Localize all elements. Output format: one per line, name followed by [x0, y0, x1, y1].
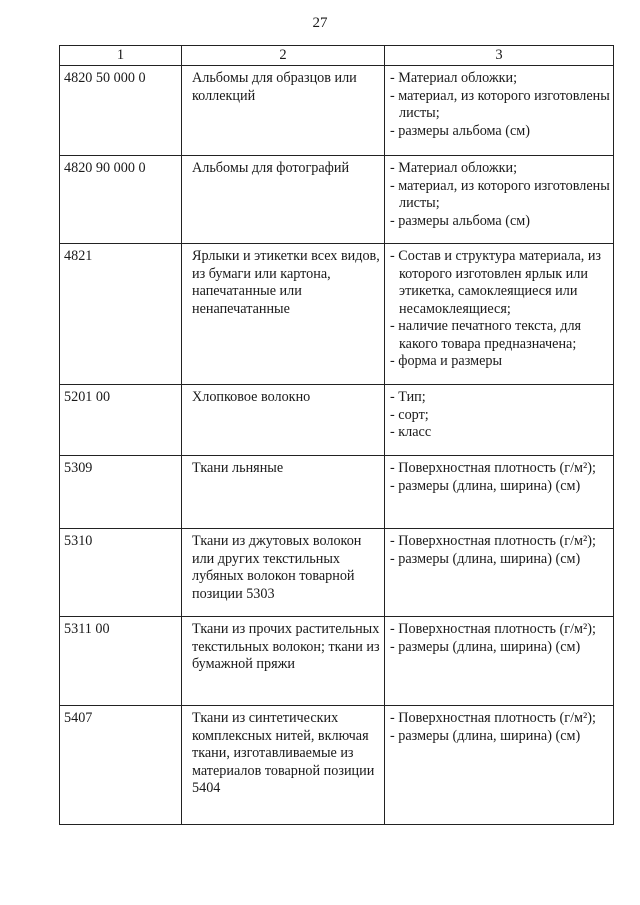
table-row [60, 244, 614, 385]
goods-description: Хлопковое волокно [182, 385, 385, 456]
attribute-item: - размеры альбома (см) [390, 122, 530, 139]
attributes-list [390, 160, 611, 230]
attributes-cell [385, 456, 614, 529]
goods-description: Ткани из синтетических комплексных нитей, включая ткани, изготавливаемые из материалов товарной позиции 5404 [182, 706, 385, 825]
attribute-item: - размеры (длина, ширина) (см) [390, 638, 581, 655]
attributes-list [390, 533, 611, 568]
attribute-item: - размеры (длина, ширина) (см) [390, 727, 581, 744]
attributes-cell [385, 529, 614, 617]
commodity-code: 5309 [60, 456, 182, 529]
attribute-item: - Материал обложки; [390, 160, 518, 176]
attribute-item: - Поверхностная плотность (г/м²); [390, 533, 596, 549]
commodity-code: 5407 [60, 706, 182, 825]
goods-description: Ткани из прочих растительных текстильных волокон; ткани из бумажной пряжи [182, 617, 385, 706]
attributes-cell [385, 706, 614, 825]
commodity-code: 5311 00 [60, 617, 182, 706]
attributes-list [390, 621, 611, 656]
attribute-item: - размеры (длина, ширина) (см) [390, 550, 581, 567]
attribute-item: - Поверхностная плотность (г/м²); [390, 460, 596, 476]
column-header: 2 [182, 46, 385, 66]
goods-description: Ярлыки и этикетки всех видов, из бумаги или картона, напечатанные или ненапечатанные [182, 244, 385, 385]
attributes-list [390, 460, 611, 495]
attributes-cell [385, 156, 614, 244]
attribute-item: - Состав и структура материала, из которого изготовлен ярлык или этикетка, самоклеящиеся или несамоклеящиеся; [390, 248, 602, 317]
commodity-code: 4820 90 000 0 [60, 156, 182, 244]
attribute-item: - Материал обложки; [390, 70, 518, 86]
column-header: 3 [385, 46, 614, 66]
attributes-cell [385, 244, 614, 385]
attribute-item: - сорт; [390, 406, 429, 423]
table-row [60, 706, 614, 825]
commodity-code: 4821 [60, 244, 182, 385]
table-header-row [60, 46, 614, 66]
attribute-item: - наличие печатного текста, для какого товара предназначена; [390, 318, 582, 352]
attributes-cell [385, 617, 614, 706]
page-number: 27 [312, 15, 328, 31]
attribute-item: - размеры (длина, ширина) (см) [390, 477, 581, 494]
table-row [60, 529, 614, 617]
column-header: 1 [60, 46, 182, 66]
attribute-item: - класс [390, 424, 432, 440]
goods-description: Ткани льняные [182, 456, 385, 529]
attribute-item: - форма и размеры [390, 353, 502, 369]
commodity-code: 5201 00 [60, 385, 182, 456]
goods-description: Ткани из джутовых волокон или других текстильных лубяных волокон товарной позиции 5303 [182, 529, 385, 617]
goods-description: Альбомы для образцов или коллекций [182, 66, 385, 156]
attribute-item: - Поверхностная плотность (г/м²); [390, 710, 596, 726]
goods-description: Альбомы для фотографий [182, 156, 385, 244]
table-row [60, 66, 614, 156]
table-row [60, 617, 614, 706]
commodity-code: 4820 50 000 0 [60, 66, 182, 156]
attribute-item: - Тип; [390, 389, 426, 405]
commodity-code: 5310 [60, 529, 182, 617]
table-row [60, 385, 614, 456]
table-row [60, 456, 614, 529]
table-row [60, 156, 614, 244]
attributes-cell [385, 385, 614, 456]
attributes-list [390, 70, 611, 140]
attribute-item: - материал, из которого изготовлены листы; [390, 87, 610, 121]
attribute-item: - материал, из которого изготовлены листы; [390, 177, 610, 211]
goods-table [59, 45, 614, 825]
attribute-item: - размеры альбома (см) [390, 212, 530, 229]
attributes-list [390, 389, 611, 442]
attribute-item: - Поверхностная плотность (г/м²); [390, 621, 596, 637]
attributes-list [390, 710, 611, 745]
attributes-list [390, 248, 611, 371]
attributes-cell [385, 66, 614, 156]
